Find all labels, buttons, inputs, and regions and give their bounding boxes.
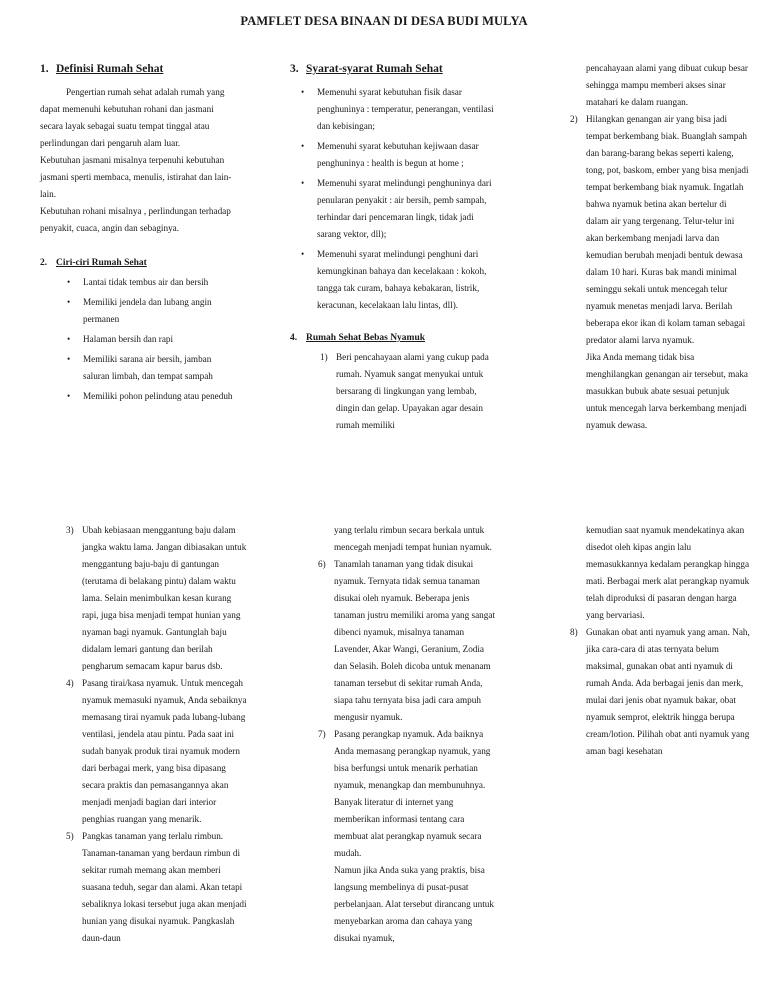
list-item [66,828,250,947]
list-item [40,331,236,348]
list-item [570,111,750,349]
list-item-text: Tanamlah tanaman yang tidak disukai nyamuk. Ternyata tidak semua tanaman disukai oleh nyamuk. Beberapa jenis tanaman justru memiliki aroma yang sangat dibenci nyamuk, misalnya tanaman Lavender, Akar Wangi, Geranium, Zodia dan Selasih. Boleh dicoba untuk menanam tanaman tersebut di sekitar rumah Anda, siapa tahu ternyata bisa jadi cara ampuh mengusir nyamuk. [334,559,495,722]
list-item [66,675,250,828]
bebas-nyamuk-list [320,349,496,434]
paragraph-continued: kemudian saat nyamuk mendekatinya akan disedot oleh kipas angin lalu memasukkannya kedalam perangkap hingga mati. Berbagai merk alat perangkap nyamuk telah diproduksi di pasaran dengan harga yang bervariasi. [586,525,750,620]
list-item [570,624,750,760]
item-number: 2) [570,114,578,124]
list-item-text: Hilangkan genangan air yang bisa jadi tempat berkembang biak. Buanglah sampah dan barang-barang bekas seperti kaleng, tong, pot, baskom, ember yang bisa menjadi tempat berkembang biak nyamuk. Ingatlah bahwa nyamuk betina akan bertelur di dalam air yang tergenang. Telur-telur ini akan berkembang menjadi larva dan kemudian berubah menjadi bentuk dewasa dalam 10 hari. Kuras bak mandi minimal seminggu sekali untuk mencegah telur nyamuk menetas menjadi larva. Berilah beberapa ekor ikan di kolam taman sebagai predator alami larva nyamuk. [586,114,749,345]
list-item [40,274,236,291]
column-top-middle [290,60,496,434]
list-item [318,556,496,726]
bullet-icon: • [301,141,305,151]
bullet-icon: • [67,297,71,307]
item-number: 8) [570,627,578,637]
column-top-left [40,60,236,408]
section-heading-definisi [40,60,236,78]
column-bottom-left [66,522,250,947]
section-number: 1. [40,63,49,75]
paragraph: Jika Anda memang tidak bisa menghilangkan genangan air tersebut, maka masukkan bubuk abate sesuai petunjuk untuk mencegah larva berkembang menjadi nyamuk dewasa. [586,352,748,430]
bullet-icon: • [67,334,71,344]
paragraph: Kebutuhan rohani misalnya , perlindungan terhadap penyakit, cuaca, angin dan sebaginya. [40,206,231,233]
list-item [318,726,496,862]
bullet-icon: • [301,249,305,259]
bullet-icon: • [301,178,305,188]
list-item-text: Memiliki jendela dan lubang angin permanen [83,297,212,324]
list-item [274,175,496,243]
ciri-list [40,274,236,405]
list-item [274,84,496,135]
paragraph: Pengertian rumah sehat adalah rumah yang dapat memenuhi kebutuhan rohani dan jasmani secara layak sebagai suatu tempat tinggal atau perlindungan dari pengaruh alam luar. [40,87,225,148]
section-title: Ciri-ciri Rumah Sehat [56,258,147,268]
bullet-icon: • [67,277,71,287]
paragraph: Namun jika Anda suka yang praktis, bisa langsung membelinya di pusat-pusat perbelanjaan. Alat tersebut dirancang untuk menyebarkan aroma dan cahaya yang disukai nyamuk, [334,865,494,943]
list-item-text: Lantai tidak tembus air dan bersih [83,277,209,287]
section-title: Syarat-syarat Rumah Sehat [306,63,443,75]
list-item-text: Ubah kebiasaan menggantung baju dalam jangka waktu lama. Jangan dibiasakan untuk menggantung baju-baju di gantungan (terutama di belakang pintu) dalam waktu lama. Selain menimbulkan kesan kurang rapi, juga bisa menjadi tempat hunian yang nyaman bagi nyamuk. Gantunglah baju didalam lemari gantung dan berilah pengharum semacam kapur barus dsb. [82,525,247,671]
list-item [40,388,236,405]
item-number: 1) [320,352,328,362]
section-number: 3. [290,63,299,75]
list-item-text: Gunakan obat anti nyamuk yang aman. Nah, jika cara-cara di atas ternyata belum maksimal, gunakan obat anti nyamuk di rumah Anda. Ada berbagai jenis dan merk, mulai dari jenis obat nyamuk bakar, obat nyamuk semprot, elektrik hingga berupa cream/lotion. Pilihah obat anti nyamuk yang aman bagi kesehatan [586,627,750,756]
list-item-text: Memenuhi syarat kebutuhan fisik dasar penghuninya : temperatur, penerangan, ventilasi dan kebisingan; [317,87,494,131]
column-top-right [570,60,750,434]
bullet-icon: • [301,87,305,97]
item-number: 3) [66,525,74,535]
item-number: 7) [318,729,326,739]
bebas-nyamuk-list-cont [318,556,496,862]
item-number: 5) [66,831,74,841]
list-item [40,294,236,328]
section-title: Definisi Rumah Sehat [56,63,164,75]
section-title: Rumah Sehat Bebas Nyamuk [306,333,426,343]
paragraph-continued: pencahayaan alami yang dibuat cukup besar sehingga mampu memberi akses sinar matahari ke dalam ruangan. [586,63,748,107]
bebas-nyamuk-list-cont [66,522,250,947]
list-item [274,138,496,172]
paragraph: Kebutuhan jasmani misalnya terpenuhi kebutuhan jasmani sperti membaca, menulis, istirahat dan lain-lain. [40,155,232,199]
list-item-text: Memenuhi syarat melindungi penghuninya dari penularan penyakit : air bersih, pemb sampah, terhindar dari pencemaran lingk, tidak jadi sarang vektor, dll); [317,178,492,239]
section-heading-syarat [290,60,496,78]
bullet-icon: • [67,354,71,364]
section-heading-ciri [40,255,236,272]
list-item-text: Halaman bersih dan rapi [83,334,174,344]
column-bottom-right [570,522,750,760]
list-item [320,349,496,434]
bebas-nyamuk-list-cont [570,111,750,349]
paragraph-continued: yang terlalu rimbun secara berkala untuk mencegah menjadi tempat hunian nyamuk. [334,525,492,552]
list-item-text: Memiliki pohon pelindung atau peneduh [83,391,233,401]
page-title: PAMFLET DESA BINAAN DI DESA BUDI MULYA [240,14,528,28]
section-number: 4. [290,333,298,343]
item-number: 4) [66,678,74,688]
item-number: 6) [318,559,326,569]
list-item [40,351,236,385]
list-item-text: Pasang tirai/kasa nyamuk. Untuk mencegah nyamuk memasuki nyamuk, Anda sebaiknya memasang tirai nyamuk pada lubang-lubang ventilasi, jendela atau pintu. Pada saat ini sudah banyak produk tirai nyamuk modern dari berbagai merk, yang bisa dipasang secara praktis dan pemasangannya akan menjadi menjadi bagian dari interior penghias ruangan yang menarik. [82,678,247,824]
section-number: 2. [40,258,48,268]
list-item-text: Beri pencahayaan alami yang cukup pada rumah. Nyamuk sangat menyukai untuk bersarang di lingkungan yang lembab, dingin dan gelap. Upayakan agar desain rumah memiliki [336,352,489,430]
section-heading-bebas-nyamuk [290,330,496,347]
list-item-text: Pangkas tanaman yang terlalu rimbun. Tanaman-tanaman yang berdaun rimbun di sekitar rumah memang akan memberi suasana teduh, segar dan alami. Akan tetapi sebaliknya lokasi tersebut juga akan menjadi hunian yang disukai nyamuk. Pangkaslah daun-daun [82,831,247,943]
list-item-text: Memenuhi syarat melindungi penghuni dari kemungkinan bahaya dan kecelakaan : kokoh, tangga tak curam, bahaya kebakaran, listrik, keracunan, kecelakaan lalu lintas, dll). [317,249,487,310]
bullet-icon: • [67,391,71,401]
list-item [66,522,250,675]
list-item-text: Memiliki sarana air bersih, jamban saluran limbah, dan tempat sampah [83,354,213,381]
syarat-list [274,84,496,314]
bebas-nyamuk-list-cont [570,624,750,760]
column-bottom-middle [318,522,496,947]
list-item [274,246,496,314]
list-item-text: Pasang perangkap nyamuk. Ada baiknya Anda memasang perangkap nyamuk, yang bisa berfungsi untuk menarik perhatian nyamuk, menangkap dan membunuhnya. Banyak literatur di internet yang memberikan informasi tentang cara membuat alat perangkap nyamuk secara mudah. [334,729,491,858]
list-item-text: Memenuhi syarat kebutuhan kejiwaan dasar penghuninya : health is begun at home ; [317,141,479,168]
